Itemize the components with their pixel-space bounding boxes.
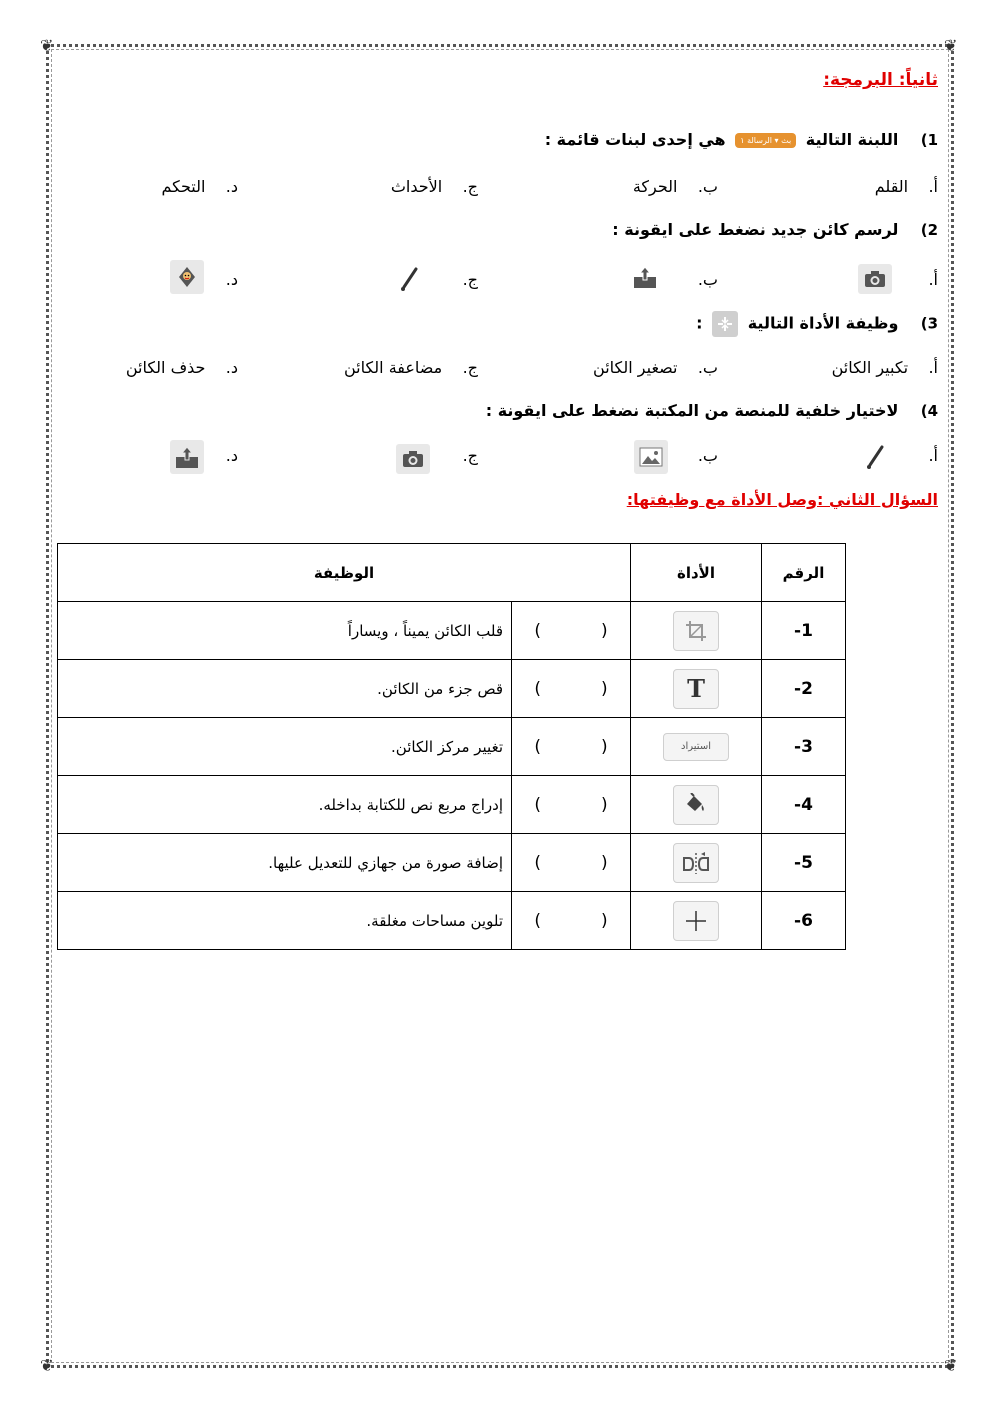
option-label: أ. <box>928 446 938 465</box>
question-text: : <box>696 313 703 333</box>
section-title: ثانياً: البرمجة: <box>823 70 938 90</box>
broadcast-block: بث ▾ الرسالة ١ <box>735 133 796 148</box>
sprite-library-icon <box>170 260 204 294</box>
option-label: ب. <box>697 177 718 196</box>
question-text: لرسم كائن جديد نضغط على ايقونة : <box>612 220 899 239</box>
option-d <box>161 177 238 196</box>
camera-icon <box>858 264 892 294</box>
header-num: الرقم <box>762 544 846 602</box>
image-library-icon <box>634 440 668 474</box>
option-text: الحركة <box>632 177 678 196</box>
row-tool <box>631 776 762 834</box>
question-1 <box>545 130 938 149</box>
matching-table <box>57 543 846 950</box>
header-tool: الأداة <box>631 544 762 602</box>
answer-blank[interactable] <box>512 660 631 718</box>
table-row <box>58 718 846 776</box>
question-text: هي إحدى لبنات قائمة : <box>544 130 726 149</box>
row-tool <box>631 602 762 660</box>
paren-close: ) <box>534 736 541 757</box>
option-label: ب. <box>697 358 718 377</box>
row-tool <box>631 718 762 776</box>
corner-ornament: ❦ <box>944 1356 958 1375</box>
paintbrush-icon <box>858 442 892 472</box>
text-tool-glyph: T <box>687 674 705 703</box>
table-row <box>58 892 846 950</box>
shrink-icon <box>712 311 738 337</box>
question-text: وظيفة الأداة التالية <box>747 313 899 333</box>
option-a <box>875 177 938 196</box>
table-header-row <box>58 544 846 602</box>
option-text: القلم <box>874 177 909 196</box>
row-num: 1- <box>762 602 846 660</box>
option-label: د. <box>225 446 238 465</box>
option-a <box>832 358 938 377</box>
row-function: إضافة صورة من جهازي للتعديل عليها. <box>58 834 512 892</box>
corner-ornament: ❦ <box>40 36 54 55</box>
option-text: تكبير الكائن <box>831 358 909 377</box>
corner-ornament: ❦ <box>944 36 958 55</box>
row-tool <box>631 892 762 950</box>
question-2 <box>612 220 938 239</box>
import-button-label: استيراد <box>681 741 711 752</box>
option-label: ب. <box>697 446 718 465</box>
question-text: اللبنة التالية <box>805 130 899 149</box>
crop-icon <box>673 611 719 651</box>
paren-open: ( <box>601 910 608 931</box>
answer-blank[interactable] <box>512 892 631 950</box>
option-label: د. <box>225 358 238 377</box>
row-num: 5- <box>762 834 846 892</box>
set-center-icon <box>673 901 719 941</box>
option-b <box>593 358 718 377</box>
header-function: الوظيفة <box>58 544 631 602</box>
row-function: قص جزء من الكائن. <box>58 660 512 718</box>
row-num: 3- <box>762 718 846 776</box>
option-text: حذف الكائن <box>125 358 206 377</box>
table-row <box>58 834 846 892</box>
paren-close: ) <box>534 852 541 873</box>
question-number: 3) <box>920 314 938 333</box>
paren-open: ( <box>601 678 608 699</box>
table-row <box>58 776 846 834</box>
upload-icon <box>628 262 662 292</box>
option-c <box>344 358 478 377</box>
question-4 <box>486 401 938 420</box>
option-label: د. <box>225 177 238 196</box>
row-function: إدراج مربع نص للكتابة بداخله. <box>58 776 512 834</box>
row-function: قلب الكائن يميناً ، ويساراً <box>58 602 512 660</box>
option-text: مضاعفة الكائن <box>343 358 443 377</box>
option-b <box>633 177 718 196</box>
flip-horizontal-icon <box>673 843 719 883</box>
option-text: التحكم <box>161 177 206 196</box>
answer-blank[interactable] <box>512 776 631 834</box>
table-row <box>58 602 846 660</box>
question-number: 2) <box>920 221 938 239</box>
paren-open: ( <box>601 794 608 815</box>
fill-bucket-icon <box>673 785 719 825</box>
camera-icon <box>396 444 430 474</box>
upload-icon <box>170 440 204 474</box>
row-num: 6- <box>762 892 846 950</box>
option-label: ج. <box>462 446 478 465</box>
question-3 <box>696 311 938 337</box>
paren-close: ) <box>534 678 541 699</box>
option-d <box>126 358 238 377</box>
paintbrush-icon <box>392 264 426 294</box>
answer-blank[interactable] <box>512 602 631 660</box>
paren-close: ) <box>534 794 541 815</box>
answer-blank[interactable] <box>512 718 631 776</box>
question-text: لاختيار خلفية للمنصة من المكتبة نضغط على ايقونة : <box>485 401 899 420</box>
paren-close: ) <box>534 620 541 641</box>
option-label: أ. <box>928 358 938 377</box>
paren-open: ( <box>601 852 608 873</box>
option-label: ب. <box>697 270 718 289</box>
question-number: 1) <box>920 131 938 149</box>
row-tool <box>631 834 762 892</box>
second-question-title: السؤال الثاني :وصل الأداة مع وظيفتها: <box>626 490 938 509</box>
row-function: تلوين مساحات مغلقة. <box>58 892 512 950</box>
option-label: ج. <box>462 177 478 196</box>
import-button-icon <box>663 733 729 761</box>
option-label: د. <box>225 270 238 289</box>
paren-close: ) <box>534 910 541 931</box>
text-tool-icon <box>673 669 719 709</box>
option-label: أ. <box>928 270 938 289</box>
row-tool <box>631 660 762 718</box>
option-label: ج. <box>462 270 478 289</box>
option-c <box>391 177 478 196</box>
option-text: تصغير الكائن <box>593 358 678 377</box>
row-num: 2- <box>762 660 846 718</box>
corner-ornament: ❦ <box>40 1356 54 1375</box>
paren-open: ( <box>601 620 608 641</box>
row-num: 4- <box>762 776 846 834</box>
option-text: الأحداث <box>390 177 443 196</box>
option-label: ج. <box>462 358 478 377</box>
row-function: تغيير مركز الكائن. <box>58 718 512 776</box>
option-label: أ. <box>928 177 938 196</box>
answer-blank[interactable] <box>512 834 631 892</box>
question-number: 4) <box>920 402 938 420</box>
table-row <box>58 660 846 718</box>
paren-open: ( <box>601 736 608 757</box>
